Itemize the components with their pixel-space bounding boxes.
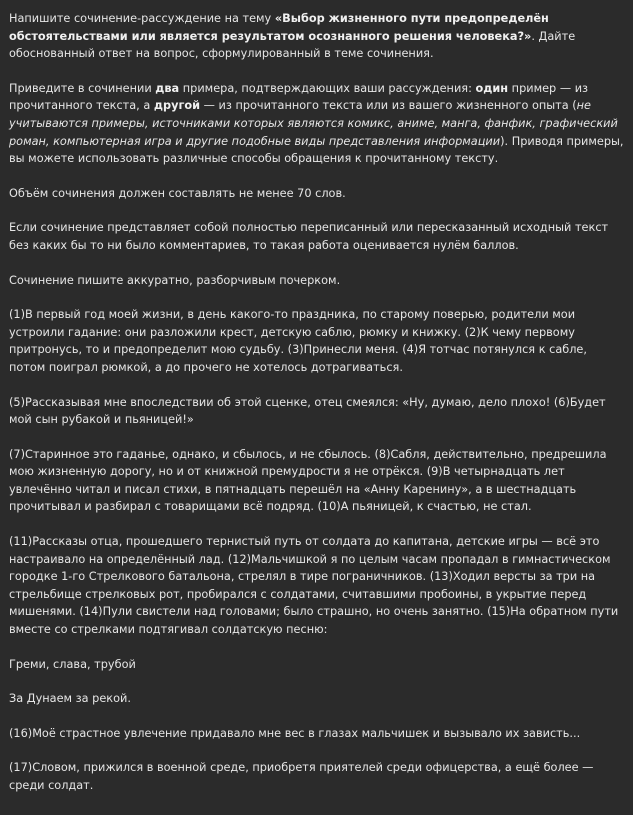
task-text: пример — из прочитанного текста, а xyxy=(9,81,589,113)
song-line: Греми, слава, трубой xyxy=(9,657,136,671)
emphasis-two: два xyxy=(155,81,180,95)
task-text: ). Приводя примеры, вы можете использовать различные способы обращения к прочитанному тексту. xyxy=(9,134,624,166)
text-paragraph: (17)Словом, прижился в военной среде, приобретя приятелей среди офицерства, а ещё более — среди солдат. xyxy=(9,761,594,792)
text-paragraph: (11)Рассказы отца, прошедшего тернистый путь от солдата до капитана, детские игры — всё это настраивало на определённый лад. (12)Мальчишкой я по целым часам пропадал в гимнастическом городке 1-го Стрелкового батальона, стрелял в тире пограничников. (13)Ходил версты за три на стрельбище стрелковых рот, пробирался с солдатами, считавшими пробоины, в укрытие перед мишенями. (14)Пули свистели над головами; было страшно, но очень занятно. (15)На обратном пути вместе со стрелками подтягивал солдатскую песню: xyxy=(9,535,619,637)
text-paragraph: (5)Рассказывая мне впоследствии об этой сценке, отец смеялся: «Ну, думаю, дело плохо! (6)Будет мой сын рубакой и пьяницей!» xyxy=(9,395,606,427)
task-paragraph-theme xyxy=(9,10,625,63)
text-paragraph: (16)Моё страстное увлечение придавало мне вес в глазах мальчишек и вызывало их зависть... xyxy=(9,726,581,740)
task-text: примера, подтверждающих ваши рассуждения: xyxy=(179,81,476,95)
emphasis-one: один xyxy=(475,81,509,95)
task-text: Напишите сочинение-рассуждение на тему xyxy=(9,12,275,25)
excluded-sources-note: не учитываются примеры, источниками которых являются комикс, аниме, манга, фанфик, графический роман, компьютерная игра и другие подобные виды представления информации xyxy=(9,99,618,148)
task-paragraph-handwriting: Сочинение пишите аккуратно, разборчивым почерком. xyxy=(9,273,341,287)
song-line: За Дунаем за рекой. xyxy=(9,692,131,706)
text-paragraph: (7)Старинное это гаданье, однако, и сбылось, и не сбылось. (8)Сабля, действительно, предрешила мою жизненную дорогу, но и от книжной премудрости я не отрёкся. (9)В четырнадцать лет увлечённо читал и писал стихи, в пятнадцать перешёл на «Анну Каренину», а в шестнадцать прочитывал и разбирал с товарищами всё подряд. (10)А пьяницей, к счастью, не стал. xyxy=(9,447,607,514)
task-paragraph-zero-score: Если сочинение представляет собой полностью переписанный или пересказанный исходный текст без каких бы то ни было комментариев, то такая работа оценивается нулём баллов. xyxy=(9,221,609,252)
task-text: — из прочитанного текста или из вашего жизненного опыта ( xyxy=(200,99,577,113)
task-text: Приведите в сочинении xyxy=(9,81,156,95)
text-paragraph: (1)В первый год моей жизни, в день какого-то праздника, по старому поверью, родители мои устроили гадание: они разложили крест, детскую саблю, рюмку и книжку. (2)К чему первому притронусь, то и предопределит мою судьбу. (3)Принесли меня. (4)Я тотчас потянулся к сабле, потом поиграл рюмкой, а до прочего не хотелось дотрагиваться. xyxy=(9,308,587,374)
emphasis-other: другой xyxy=(153,99,201,113)
essay-theme: «Выбор жизненного пути предопределён обстоятельствами или является результатом осознанного решения человека?» xyxy=(9,12,549,43)
task-paragraph-volume: Объём сочинения должен составлять не менее 70 слов. xyxy=(9,186,346,200)
task-text: . Дайте обоснованный ответ на вопрос, сформулированный в теме сочинения. xyxy=(9,29,576,61)
task-paragraph-examples xyxy=(9,80,625,168)
